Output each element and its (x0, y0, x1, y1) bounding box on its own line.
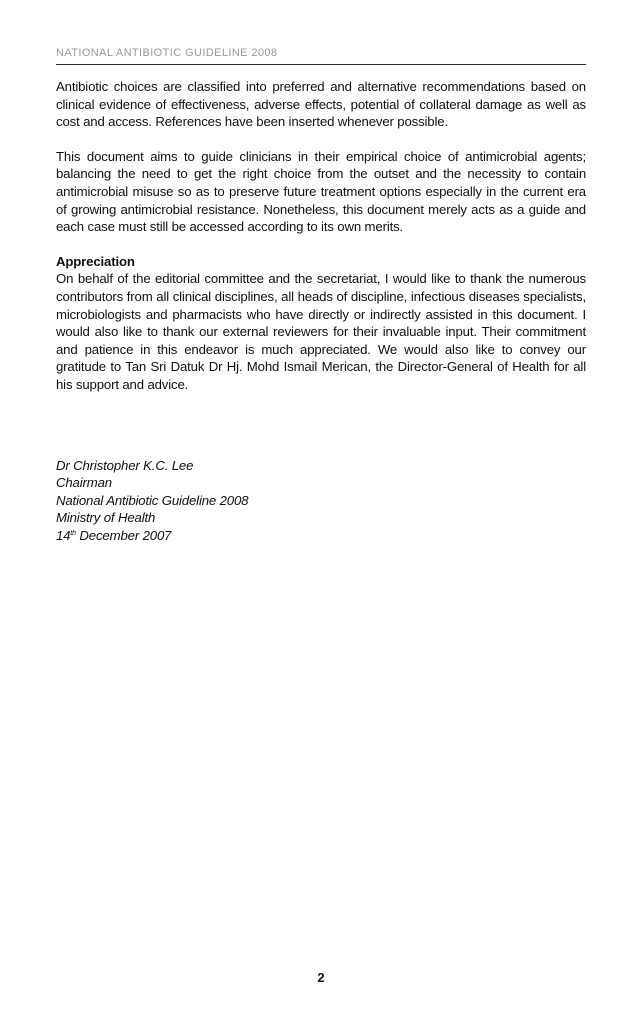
signatory-organization: Ministry of Health (56, 510, 156, 526)
signatory-role: Chairman (56, 475, 112, 491)
running-header: NATIONAL ANTIBIOTIC GUIDELINE 2008 (56, 47, 278, 59)
header-divider (56, 64, 586, 65)
paragraph-document-aims: This document aims to guide clinicians in their empirical choice of antimicrobial agents; balancing the need to get the right choice from the outset and the necessity to contain antimicrobial misuse so as to preserve future treatment options especially in the current era of growing antimicrobial resistance. Nonetheless, this document merely acts as a guide and each case must still be accessed according to its own merits. (56, 148, 586, 235)
page-number: 2 (317, 970, 325, 985)
signature-date (56, 527, 586, 544)
signatory-name: Dr Christopher K.C. Lee (56, 458, 194, 473)
date-ordinal-suffix: th (70, 529, 76, 537)
signatory-committee: National Antibiotic Guideline 2008 (56, 492, 249, 508)
appreciation-paragraph: On behalf of the editorial committee and the secretariat, I would like to thank the numerous contributors from all clinical disciplines, all heads of discipline, infectious diseases specialists, microbiologists and pharmacists who have directly or indirectly assisted in this document. I would also like to thank our external reviewers for their invaluable input. Their commitment and patience in this endeavor is much appreciated. We would also like to convey our gratitude to Tan Sri Datuk Dr Hj. Mohd Ismail Merican, the Director-General of Health for all his support and advice. (56, 271, 586, 392)
document-body (56, 78, 586, 411)
date-day: 14 (56, 527, 71, 543)
appreciation-heading: Appreciation (56, 253, 135, 269)
document-page (56, 0, 586, 1036)
date-month-year: December 2007 (75, 527, 172, 543)
paragraph-antibiotic-choices: Antibiotic choices are classified into preferred and alternative recommendations based on clinical evidence of effectiveness, adverse effects, potential of collateral damage as well as cost and access. References have been inserted whenever possible. (56, 79, 586, 130)
signature-block (56, 457, 586, 544)
